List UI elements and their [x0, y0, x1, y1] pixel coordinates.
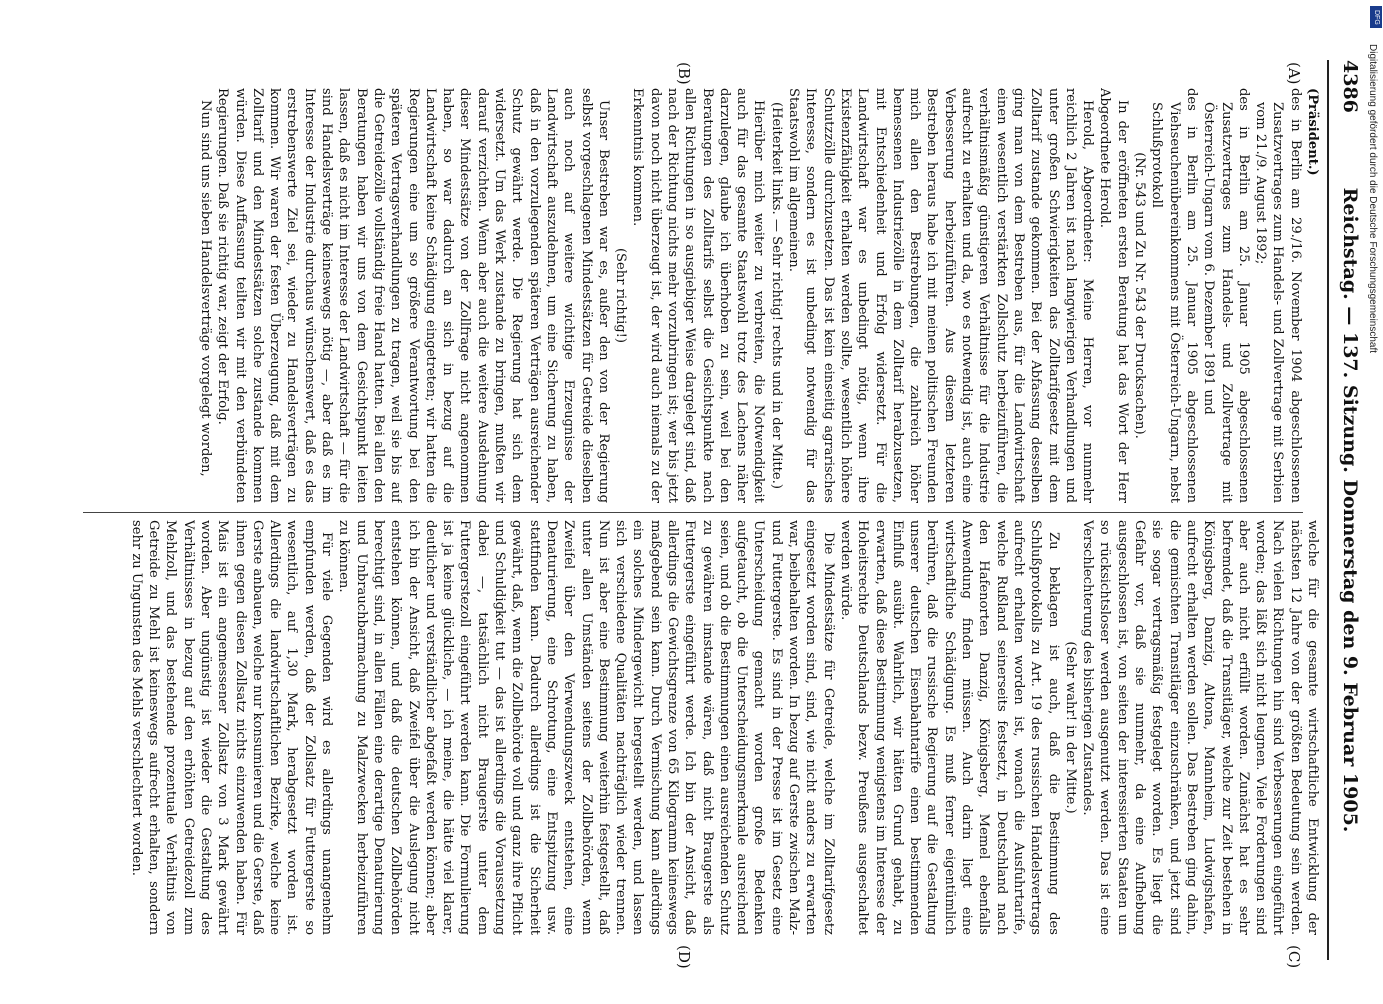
interjection: (Sehr richtig!) — [613, 247, 629, 344]
column-divider — [83, 512, 1303, 513]
paragraph: Unser Bestreben war es, außer den von der Regierung selbst vorgeschlagenen Mindestsätzen für Getreide dieselben auch noch auf weitere wichtige Erzeugnisse der Landwirtschaft auszudehnen, um eine Sicherung zu haben, daß in den vorzulegenden späteren Verträgen ausreichender Schutz gewährt werde. Die Regierung hat sich dem widersetzt. Um das Werk zustande zu bringen, mußten wir darauf verzichten. Wenn aber auch die weitere Ausdehnung dieser Mindestsätze von der Zollfrage nicht angenommen haben, so war dadurch an sich in bezug auf die Landwirtschaft keine Schädigung eingetreten; wir hatten die Regierungen eine um so größere Verantwortung bei den späteren Vertragsverhandlungen zu tragen, weil sie bis auf die Getreidezölle vollständig freie Hand hatten. Bei allen den Beratungen haben wir uns von dem Gesichtspunkt leiten lassen, daß es nicht im Interesse der Landwirtschaft — für die sind Handelsverträge keineswegs nötig —, aber daß es im Interesse der Industrie durchaus wünschenswert, daß es das erstrebenswerte Ziel sei, wieder zu Handelsverträgen zu kommen. Wir waren der festen Überzeugung, daß mit dem Zolltarif und den Mindestsätzen solche zustande kommen würden. Diese Auffassung teilten wir mit den verbündeten Regierungen. Daß sie richtig war, zeigt der Erfolg. — [215, 88, 611, 503]
paragraph: Hierüber mich weiter zu verbreiten, die Notwendigkeit auch für das gesamte Staatswohl trotz des Lachens näher darzulegen, glaube ich überhoben zu sein, weil bei den Beratungen des Zolltarifs selbst die Gesichtspunkte nach allen Richtungen in so ausgiebiger Weise dargelegt sind, daß nach der Richtung nichts mehr vorzubringen ist; wer bis jetzt davon noch nicht überzeugt ist, der wird auch niemals zu der Erkenntnis kommen. — [630, 88, 767, 503]
treaty-item: des in Berlin am 25. Januar 1905 abgeschlossenen Viehseuchenübereinkommens mit Österreich-Ungarn, nebst Schlußprotokoll — [1149, 88, 1199, 503]
page-title: Reichstag. — 137. Sitzung. Donnerstag den 9. Februar 1905. — [1339, 187, 1361, 833]
margin-mark-d: (D) — [675, 945, 693, 969]
treaty-item: des in Berlin am 25. Januar 1905 abgeschlossenen Zusatzvertrages zum Handels- und Zollvertrage mit Österreich-Ungarn vom 6. Dezember 1891 und — [1201, 88, 1251, 503]
paragraph: Herold, Abgeordneter: Meine Herren, vor nunmehr reichlich 2 Jahren ist nach langwierigen Verhandlungen und unter großen Schwierigkeiten das Zolltarifgesetz mit dem Zolltarif zustande gekommen. Bei der Abfassung desselben ging man von dem Bestreben aus, für die Landwirtschaft einen wesentlich verstärkten Zollschutz herbeizuführen, die verhältnismäßig günstigeren Verhältnisse für die Industrie aufrecht zu erhalten und da, wo es notwendig ist, auch eine Verbesserung herbeizuführen. Aus diesem letzteren Bestreben heraus habe ich mit meinen politischen Freunden mich allen den Bestrebungen, die zahlreich höher bemessenen Industriezölle in dem Zolltarif herabzusetzen, mit Entschiedenheit und Erfolg widersetzt. Für die Landwirtschaft war es unbedingt nötig, wenn ihre Existenzfähigkeit erhalten werden sollte, wesentlich höhere Schutzzölle durchzusetzen. Das ist kein einseitig agrarisches Interesse, sondern es ist unbedingt notwendig für das Staatswohl im allgemeinen. — [786, 88, 1096, 503]
paragraph: In der eröffneten ersten Beratung hat das Wort der Herr Abgeordnete Herold. — [1097, 88, 1130, 503]
margin-mark-a: (A) — [1285, 62, 1303, 85]
right-column — [51, 520, 1321, 935]
paragraph: Zu beklagen ist auch, daß die Bestimmung des Schlußprotokolls zu Art. 19 des russischen Handelsvertrags aufrecht erhalten worden ist, wonach die Ausfuhrtarife, welche Rußland seinerseits festsetzt, in Deutschland nach den Hafenorten Danzig, Königsberg, Memel ebenfalls Anwendung finden müssen. Auch darin liegt eine wirtschaftliche Schädigung. Es muß ferner eigentümlich berühren, daß die russische Regierung auf die Gestaltung unserer deutschen Eisenbahntarife einen bestimmenden Einfluß ausübt. Wahrlich, wir hätten Grund gehabt, zu erwarten, daß diese Bestimmung wenigstens im Interesse der Hoheitsrechte Deutschlands bezw. Preußens ausgeschaltet werden würde. — [837, 520, 1061, 935]
credit-text: Digitalisierung gefördert durch die Deutsche Forschungsgemeinschaft — [1367, 44, 1378, 354]
digitization-credit — [1366, 14, 1380, 1004]
header-rule — [1327, 60, 1329, 960]
paragraph: Nun sind uns sieben Handelsverträge vorgelegt worden, — [198, 100, 213, 477]
interjection: (Heiterkeit links. — Sehr richtig! rechts und in der Mitte.) — [768, 102, 784, 489]
interjection: (Sehr wahr! in der Mitte.) — [1062, 641, 1078, 814]
dfg-logo: DFG — [1370, 6, 1382, 28]
margin-mark-b: (B) — [675, 62, 693, 85]
margin-mark-c: (C) — [1285, 945, 1303, 969]
paragraph: Die Mindestsätze für Getreide, welche im Zolltarifgesetz eingesetzt worden sind, sind, wie nicht anders zu erwarten war, beibehalten worden. In bezug auf Gerste zwischen Malz- und Futtergerste. Es sind in der Presse ist im Gesetz eine Unterscheidung gemacht worden große Bedenken aufgetaucht, ob die Unterscheidungsmerkmale ausreichend seien, und ob die Bestimmungen einen ausreichenden Schutz zu gewähren imstande wären, daß nicht Braugerste als Futtergerste eingeführt werde. Ich bin der Ansicht, daß allerdings die Gewichtsgrenze von 65 Kilogramm keineswegs maßgebend sein kann. Durch Vermischung kann allerdings ein solches Mindergewicht hergestellt werden, und lassen sich verschiedene Qualitäten nachträglich wieder trennen. Nun ist aber eine Bestimmung weiterhin festgestellt, daß unter allen Umständen seitens der Zollbehörden, wenn Zweifel über den Verwendungszweck entstehen, eine Denaturierung, eine Schrotung, eine Entspitzung usw. stattfinden kann. Dadurch allerdings ist die Sicherheit gewährt, daß, wenn die Zollbehörde voll und ganz ihre Pflicht und Schuldigkeit tut — das ist allerdings die Voraussetzung dabei —, tatsächlich nicht Braugerste unter dem Futtergerstezoll eingeführt werden kann. Die Formulierung ist ja keine glückliche, — ich meine, die hätte viel klarer, deutlicher und verständlicher abgefaßt werden können; aber ich bin der Ansicht, daß Zweifel über die Auslegung nicht entstehen können, und daß die deutschen Zollbehörden berechtigt sind, in allen Fällen eine derartige Denaturierung und Unbrauchbarmachung zu Malzzwecken herbeizuführen zu können. — [336, 520, 836, 935]
paragraph: welche für die gesamte wirtschaftliche Entwicklung der nächsten 12 Jahre von der größten Bedeutung sein werden. Nach vielen Richtungen hin sind Verbesserungen eingeführt worden; das läßt sich nicht leugnen. Viele Forderungen sind aber auch nicht erfüllt worden. Zunächst hat es sehr befremdet, daß die Transitläger, welche zur Zeit bestehen in Königsberg, Danzig, Altona, Mannheim, Ludwigshafen, aufrecht erhalten werden sollen. Das Bestreben ging dahin, die gemischten Transitläger einzuschränken, und jetzt sind sie sogar vertragsmäßig festgelegt worden. Es liegt die Gefahr vor, daß sie nunmehr, da eine Aufhebung ausgeschlossen ist, von seiten der interessierten Staaten um so rücksichtsloser werden ausgenutzt werden. Das ist eine Verschlechterung des bisherigen Zustandes. — [1080, 520, 1320, 935]
treaty-item: des in Berlin am 29./16. November 1904 abgeschlossenen Zusatzvertrages zum Handels- und Zollvertrage mit Serbien vom 21./9. August 1892; — [1253, 88, 1303, 503]
left-column — [51, 88, 1321, 503]
speaker-tag: (Präsident.) — [1305, 88, 1320, 176]
page-number: 4386 — [1339, 60, 1361, 113]
paragraph: (Nr. 543 und Zu Nr. 543 der Drucksachen). — [1132, 152, 1148, 439]
paragraph: Für viele Gegenden wird es allerdings unangenehm empfunden werden, daß der Zollsatz für Futtergerste so wesentlich, auf 1,30 Mark, herabgesetzt worden ist. Allerdings die landwirtschaftlichen Bezirke, welche keine Gerste anbauen, welche nur konsumieren und die Gerste, daß ihnen gegen diesen Zollsatz nichts einzuwenden haben. Für Mais ist ein angemessener Zollsatz von 3 Mark gewährt worden. Aber ungünstig ist wieder die Gestaltung des Verhältnisses in bezug auf den erhöhten Getreidezoll zum Mehlzoll, und das bestehende prozentuale Verhältnis von Getreide zu Mehl ist keineswegs aufrecht erhalten, sondern sehr zu Ungunsten des Mehls verschlechtert worden. — [128, 520, 335, 935]
